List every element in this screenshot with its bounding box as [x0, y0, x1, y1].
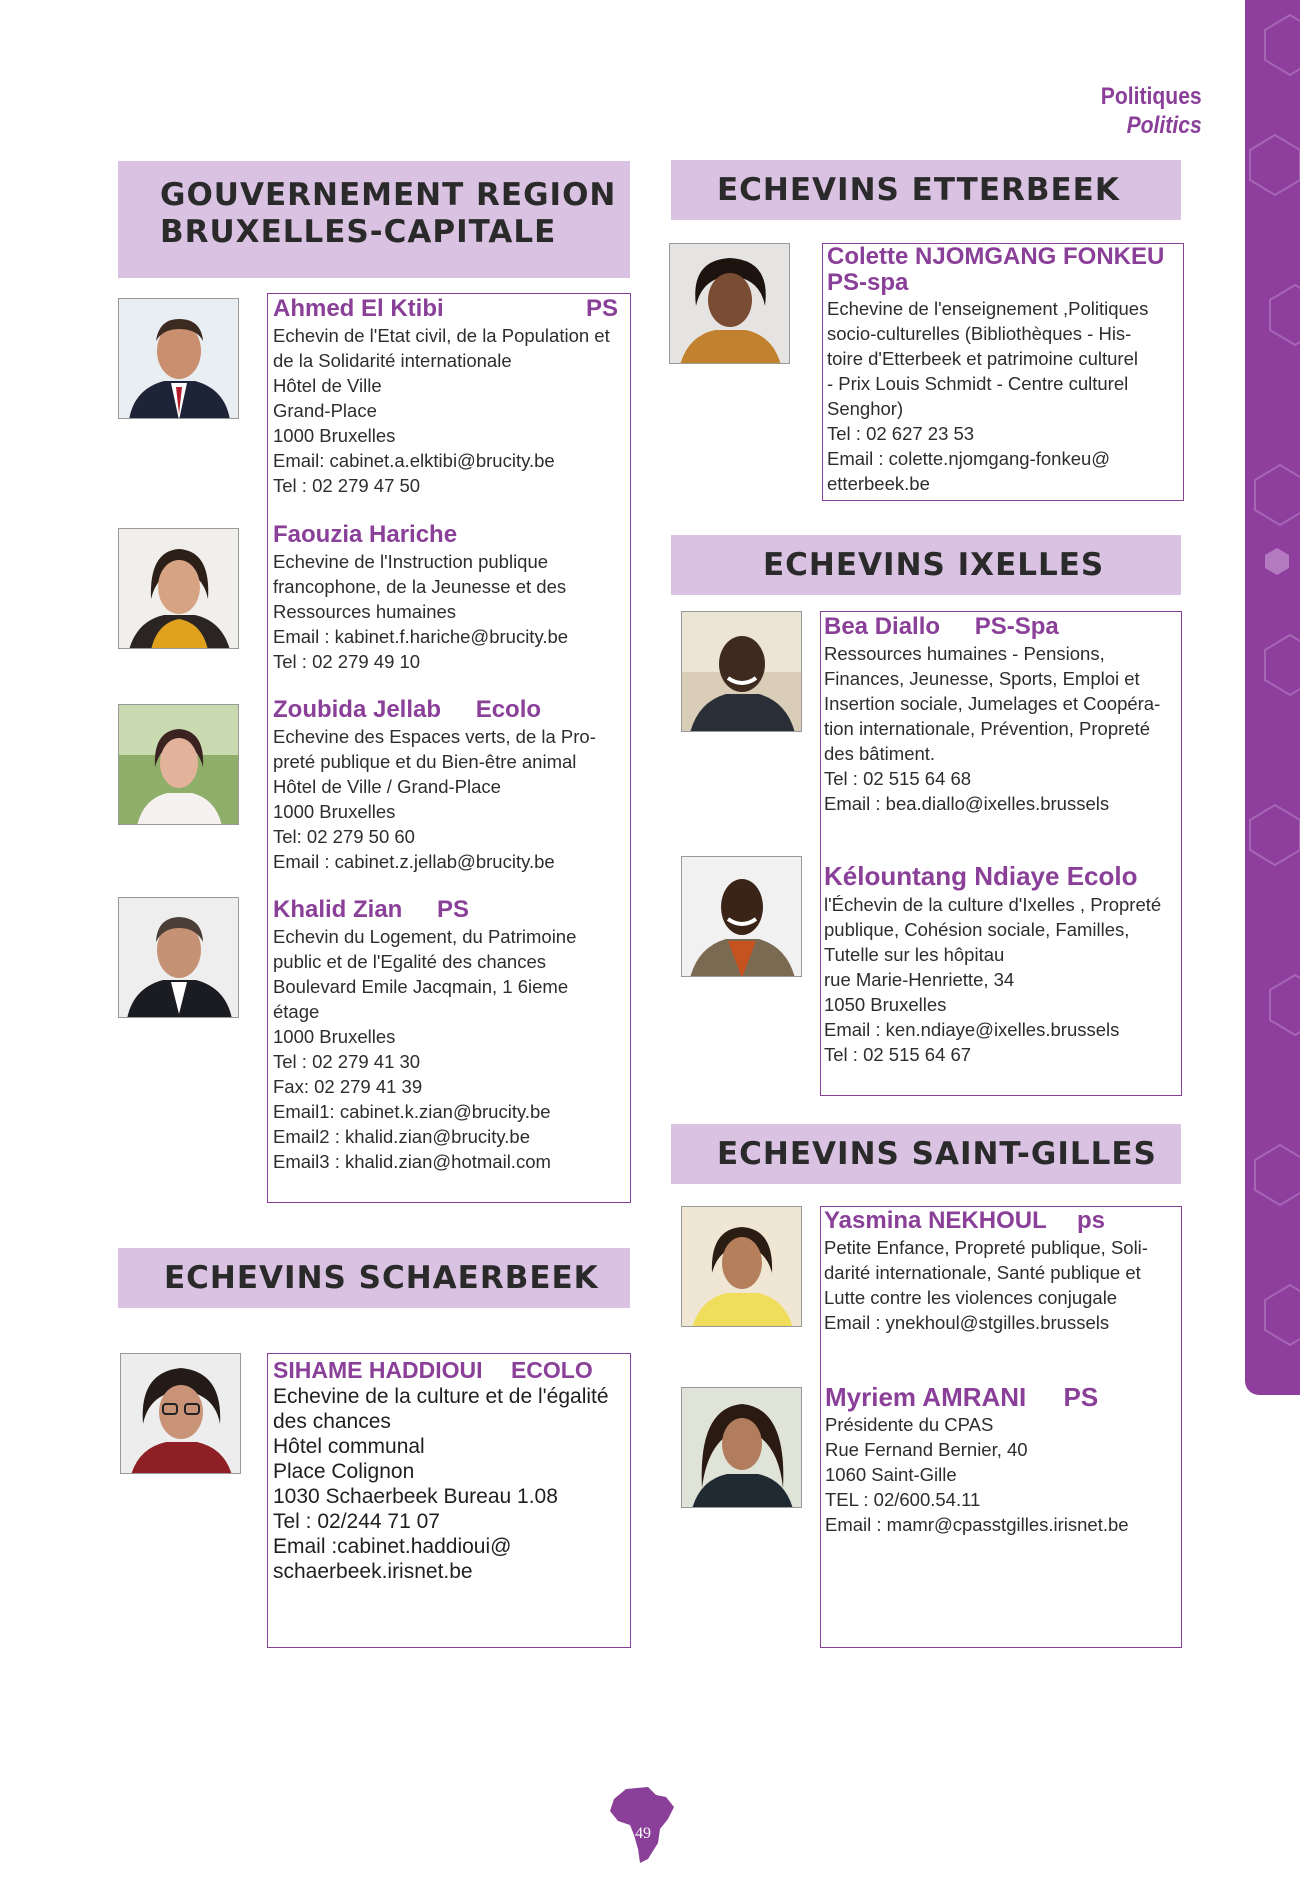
info-line: Place Colignon — [273, 1460, 415, 1483]
info-line: Echevine de l'enseignement ,Politiques — [827, 298, 1149, 319]
info-line: Echevine de la culture et de l'égalité — [273, 1385, 609, 1408]
info-line: preté publique et du Bien-être animal — [273, 751, 577, 772]
info-line: Lutte contre les violences conjugale — [824, 1287, 1118, 1308]
person-zoubida-jellab — [273, 696, 628, 874]
header-etterbeek-title: ECHEVINS ETTERBEEK — [717, 172, 1120, 208]
info-line: Insertion sociale, Jumelages et Coopéra- — [824, 693, 1161, 714]
person-name: Khalid Zian — [273, 896, 403, 923]
photo-bea-diallo — [681, 611, 802, 732]
page-number-badge — [608, 1785, 678, 1865]
person-party: ps — [1076, 1207, 1105, 1234]
person-party: PS-Spa — [974, 613, 1059, 640]
info-line: 1030 Schaerbeek Bureau 1.08 — [273, 1485, 558, 1508]
section-tag-fr: Politiques — [1101, 83, 1202, 110]
info-line: Rue Fernand Bernier, 40 — [825, 1439, 1028, 1460]
person-name-row — [273, 1356, 628, 1384]
side-decorative-band — [1245, 0, 1300, 1395]
person-name: Yasmina NEKHOUL — [824, 1207, 1047, 1234]
info-line: tion internationale, Prévention, Propreté — [824, 718, 1151, 739]
info-line: etterbeek.be — [827, 473, 930, 494]
info-line: Tel : 02 627 23 53 — [827, 423, 975, 444]
info-line: l'Échevin de la culture d'Ixelles , Propreté — [824, 894, 1162, 915]
page-number: 49 — [635, 1825, 651, 1842]
photo-ahmed-el-ktibi — [118, 298, 239, 419]
photo-faouzia-hariche — [118, 528, 239, 649]
info-line: socio-culturelles (Bibliothèques - His- — [827, 323, 1132, 344]
info-line: Email : ynekhoul@stgilles.brussels — [824, 1312, 1110, 1333]
info-line: Tel : 02 279 47 50 — [273, 475, 421, 496]
info-line: des bâtiment. — [824, 743, 936, 764]
info-line: Echevin du Logement, du Patrimoine — [273, 926, 577, 947]
person-party: PS-spa — [827, 269, 909, 296]
info-line: schaerbeek.irisnet.be — [273, 1560, 473, 1583]
info-line: Tel : 02 279 49 10 — [273, 651, 421, 672]
person-name: Colette NJOMGANG FONKEU — [827, 243, 1165, 270]
info-line: étage — [273, 1001, 320, 1022]
info-line: Grand-Place — [273, 400, 377, 421]
info-line: 1000 Bruxelles — [273, 1026, 396, 1047]
person-name-row — [273, 295, 628, 323]
person-name: Myriem AMRANI — [825, 1382, 1027, 1412]
info-line: Echevine de l'Instruction publique — [273, 551, 549, 572]
info-line: Echevine des Espaces verts, de la Pro- — [273, 726, 596, 747]
info-line: 1060 Saint-Gille — [825, 1464, 957, 1485]
info-line: Email : ken.ndiaye@ixelles.brussels — [824, 1019, 1120, 1040]
person-party: ECOLO — [510, 1357, 593, 1383]
photo-sihame-haddioui — [120, 1353, 241, 1474]
info-line: public et de l'Egalité des chances — [273, 951, 546, 972]
photo-yasmina-nekhoul — [681, 1206, 802, 1327]
person-name: Kélountang Ndiaye Ecolo — [824, 861, 1138, 891]
info-line: Tel : 02 515 64 68 — [824, 768, 972, 789]
person-colette-njomgang-fonkeu — [827, 244, 1179, 496]
info-line: francophone, de la Jeunesse et des — [273, 576, 567, 597]
info-line: darité internationale, Santé publique et — [824, 1262, 1141, 1283]
person-name: SIHAME HADDIOUI — [273, 1357, 483, 1383]
info-line: 1000 Bruxelles — [273, 425, 396, 446]
info-line: rue Marie-Henriette, 34 — [824, 969, 1015, 990]
person-name: Bea Diallo — [824, 613, 941, 640]
person-sihame-haddioui — [273, 1356, 628, 1584]
info-line: 1000 Bruxelles — [273, 801, 396, 822]
header-saint-gilles-title: ECHEVINS SAINT-GILLES — [717, 1136, 1157, 1172]
person-khalid-zian — [273, 896, 628, 1174]
info-line: Email : mamr@cpasstgilles.irisnet.be — [825, 1514, 1129, 1535]
person-name-row — [825, 1382, 1180, 1412]
info-line: Email1: cabinet.k.zian@brucity.be — [273, 1101, 551, 1122]
header-schaerbeek-title: ECHEVINS SCHAERBEEK — [164, 1260, 599, 1296]
header-gouvernement-line2: BRUXELLES-CAPITALE — [160, 214, 557, 250]
info-line: Tel: 02 279 50 60 — [273, 826, 415, 847]
section-tag — [1101, 82, 1202, 140]
person-ahmed-el-ktibi — [273, 295, 628, 498]
header-etterbeek — [671, 160, 1181, 220]
info-line: Tel : 02/244 71 07 — [273, 1510, 440, 1533]
info-line: Tutelle sur les hôpitau — [824, 944, 1005, 965]
info-line: Email : kabinet.f.hariche@brucity.be — [273, 626, 569, 647]
header-gouvernement — [118, 161, 630, 278]
person-name-row — [273, 696, 628, 724]
header-gouvernement-line1: GOUVERNEMENT REGION — [160, 177, 617, 213]
person-name-row — [273, 521, 628, 549]
person-faouzia-hariche — [273, 521, 628, 674]
info-line: Email : cabinet.z.jellab@brucity.be — [273, 851, 555, 872]
info-line: Présidente du CPAS — [825, 1414, 994, 1435]
person-party: PS — [585, 295, 618, 322]
info-line: Hôtel de Ville / Grand-Place — [273, 776, 501, 797]
person-yasmina-nekhoul — [824, 1207, 1179, 1335]
person-kelountang-ndiaye — [824, 862, 1179, 1067]
info-line: Tel : 02 279 41 30 — [273, 1051, 421, 1072]
person-name-row — [827, 244, 1179, 270]
info-line: TEL : 02/600.54.11 — [825, 1489, 981, 1510]
info-line: des chances — [273, 1410, 391, 1433]
person-name: Faouzia Hariche — [273, 521, 458, 548]
info-line: Echevin de l'Etat civil, de la Population et — [273, 325, 610, 346]
person-party-row — [827, 270, 1179, 296]
info-line: toire d'Etterbeek et patrimoine culturel — [827, 348, 1138, 369]
person-party: PS — [1063, 1382, 1099, 1412]
info-line: Fax: 02 279 41 39 — [273, 1076, 423, 1097]
info-line: Email :cabinet.haddioui@ — [273, 1535, 512, 1558]
header-ixelles-title: ECHEVINS IXELLES — [763, 547, 1105, 583]
info-line: Petite Enfance, Propreté publique, Soli- — [824, 1237, 1148, 1258]
person-party: Ecolo — [475, 696, 542, 723]
photo-colette-njomgang-fonkeu — [669, 243, 790, 364]
photo-zoubida-jellab — [118, 704, 239, 825]
person-name-row — [824, 1207, 1179, 1235]
info-line: Finances, Jeunesse, Sports, Emploi et — [824, 668, 1140, 689]
section-tag-en: Politics — [1126, 112, 1202, 139]
info-line: Boulevard Emile Jacqmain, 1 6ieme — [273, 976, 569, 997]
info-line: Hôtel de Ville — [273, 375, 382, 396]
person-party: PS — [437, 896, 470, 923]
info-line: Email: cabinet.a.elktibi@brucity.be — [273, 450, 555, 471]
header-schaerbeek — [118, 1248, 630, 1308]
info-line: Hôtel communal — [273, 1435, 425, 1458]
person-name-row — [273, 896, 628, 924]
person-name-row — [824, 613, 1179, 641]
info-line: Tel : 02 515 64 67 — [824, 1044, 972, 1065]
info-line: Ressources humaines - Pensions, — [824, 643, 1105, 664]
info-line: - Prix Louis Schmidt - Centre culturel — [827, 373, 1129, 394]
photo-kelountang-ndiaye — [681, 856, 802, 977]
info-line: Email3 : khalid.zian@hotmail.com — [273, 1151, 551, 1172]
info-line: Email : bea.diallo@ixelles.brussels — [824, 793, 1110, 814]
info-line: Senghor) — [827, 398, 904, 419]
person-name-row — [824, 862, 1179, 892]
person-name: Zoubida Jellab — [273, 696, 442, 723]
info-line: Email : colette.njomgang-fonkeu@ — [827, 448, 1111, 469]
info-line: Email2 : khalid.zian@brucity.be — [273, 1126, 530, 1147]
person-bea-diallo — [824, 613, 1179, 816]
info-line: 1050 Bruxelles — [824, 994, 947, 1015]
photo-khalid-zian — [118, 897, 239, 1018]
photo-myriem-amrani — [681, 1387, 802, 1508]
header-ixelles — [671, 535, 1181, 595]
info-line: publique, Cohésion sociale, Familles, — [824, 919, 1130, 940]
info-line: Ressources humaines — [273, 601, 457, 622]
person-name: Ahmed El Ktibi — [273, 295, 444, 322]
header-saint-gilles — [671, 1124, 1181, 1184]
info-line: de la Solidarité internationale — [273, 350, 512, 371]
person-myriem-amrani — [825, 1382, 1180, 1537]
